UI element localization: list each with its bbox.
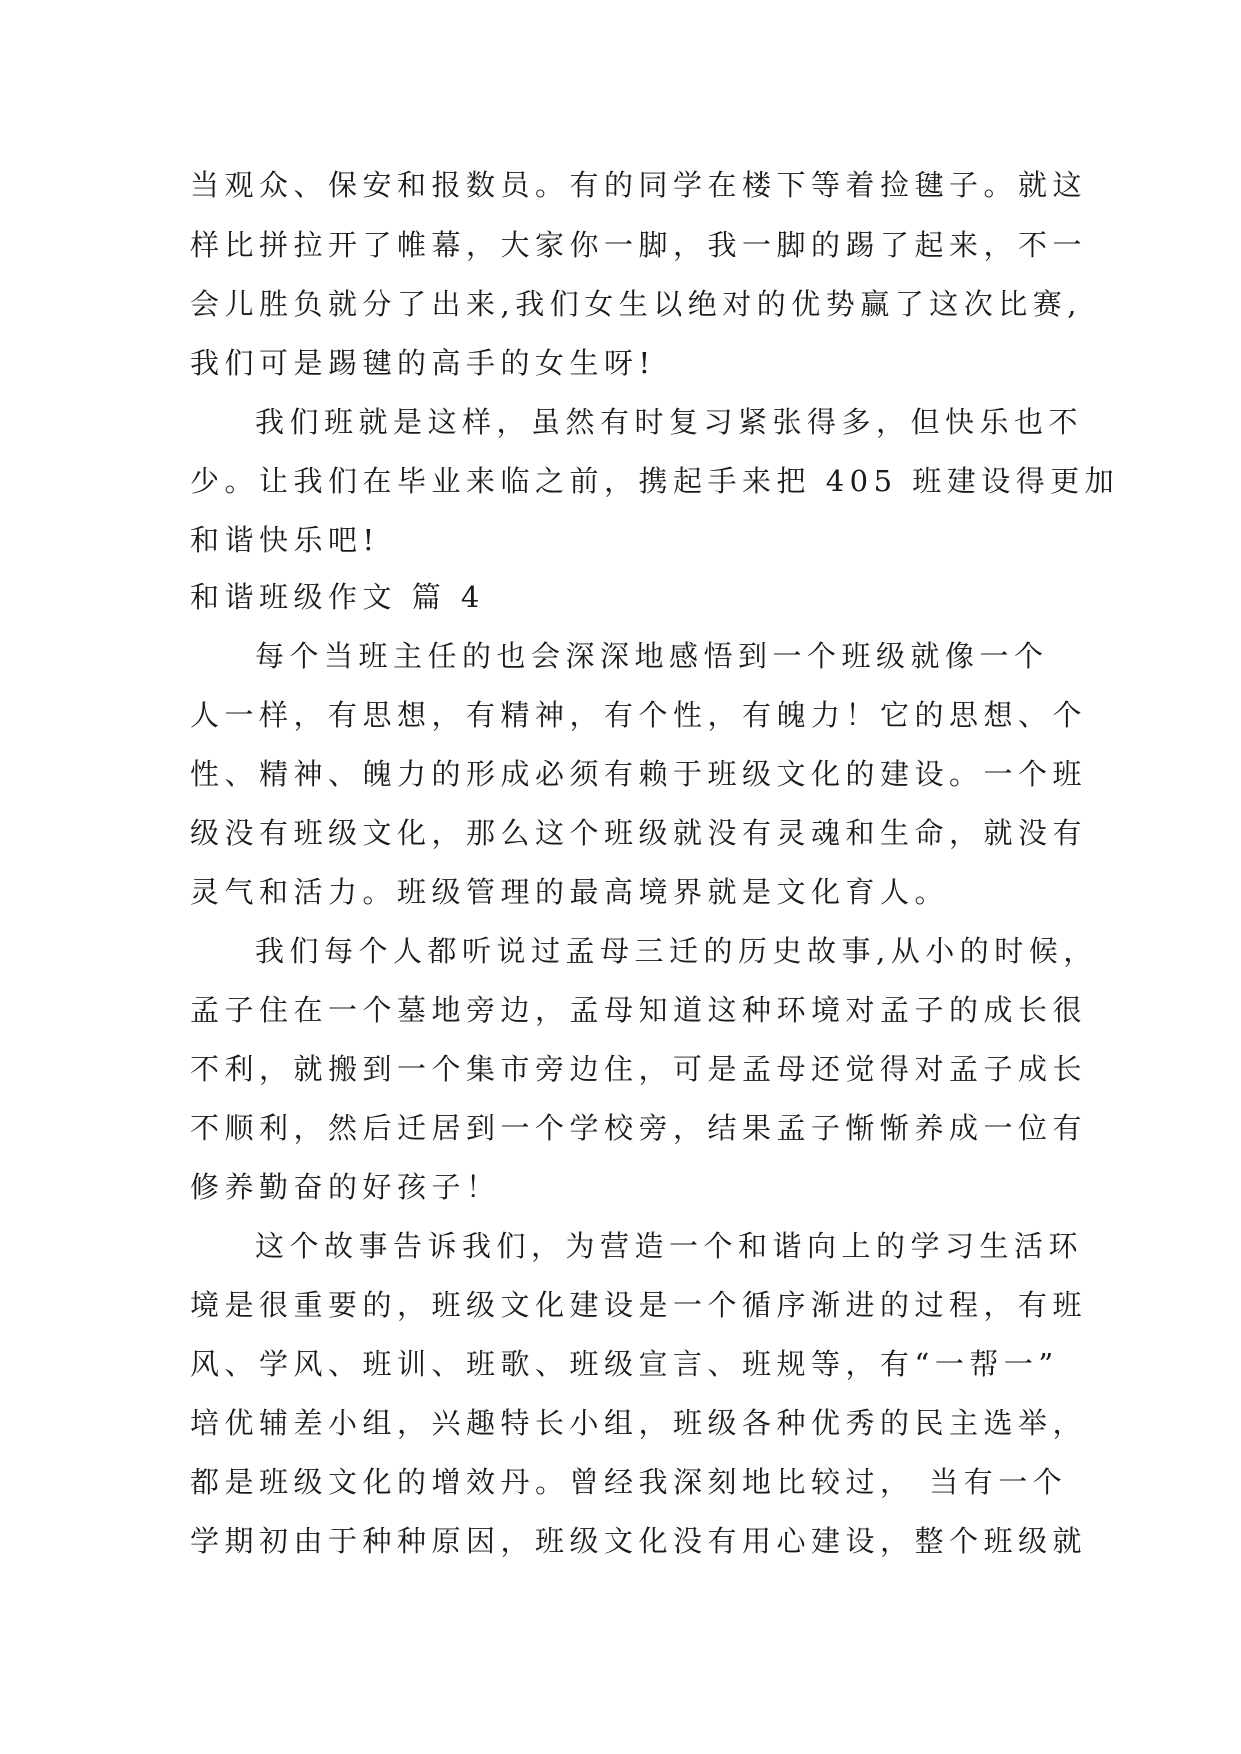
paragraph-first-line: 我们班就是这样，虽然有时复习紧张得多，但快乐也不 bbox=[255, 405, 1084, 439]
text-line: 级没有班级文化，那么这个班级就没有灵魂和生命，就没有 bbox=[190, 816, 1088, 850]
section-heading: 和谐班级作文 篇 4 bbox=[190, 580, 485, 614]
text-line: 风、学风、班训、班歌、班级宣言、班规等，有“一帮一” bbox=[190, 1347, 1059, 1381]
text-line: 培优辅差小组，兴趣特长小组，班级各种优秀的民主选举， bbox=[190, 1406, 1088, 1440]
text-line: 少。让我们在毕业来临之前，携起手来把 405 班建设得更加 bbox=[190, 464, 1120, 498]
text-line: 境是很重要的，班级文化建设是一个循序渐进的过程，有班 bbox=[190, 1288, 1088, 1322]
text-line: 会儿胜负就分了出来,我们女生以绝对的优势赢了这次比赛, bbox=[190, 287, 1082, 321]
text-line: 性、精神、魄力的形成必须有赖于班级文化的建设。一个班 bbox=[190, 757, 1088, 791]
text-line: 样比拼拉开了帷幕，大家你一脚，我一脚的踢了起来，不一 bbox=[190, 228, 1088, 262]
text-line: 灵气和活力。班级管理的最高境界就是文化育人。 bbox=[190, 875, 950, 909]
text-line: 当观众、保安和报数员。有的同学在楼下等着捡毽子。就这 bbox=[190, 168, 1088, 202]
text-line: 不顺利，然后迁居到一个学校旁，结果孟子惭惭养成一位有 bbox=[190, 1111, 1088, 1145]
text-line: 学期初由于种种原因，班级文化没有用心建设，整个班级就 bbox=[190, 1524, 1088, 1558]
text-line: 人一样，有思想，有精神，有个性，有魄力！它的思想、个 bbox=[190, 698, 1088, 732]
paragraph-first-line: 每个当班主任的也会深深地感悟到一个班级就像一个 bbox=[255, 639, 1049, 673]
paragraph-first-line: 这个故事告诉我们，为营造一个和谐向上的学习生活环 bbox=[255, 1229, 1084, 1263]
text-line: 都是班级文化的增效丹。曾经我深刻地比较过， 当有一个 bbox=[190, 1465, 1068, 1499]
text-line: 我们可是踢毽的高手的女生呀! bbox=[190, 346, 656, 380]
paragraph-first-line: 我们每个人都听说过孟母三迁的历史故事,从小的时候， bbox=[255, 934, 1098, 968]
text-line: 修养勤奋的好孩子！ bbox=[190, 1170, 501, 1204]
text-line: 和谐快乐吧! bbox=[190, 523, 380, 557]
text-line: 孟子住在一个墓地旁边，孟母知道这种环境对孟子的成长很 bbox=[190, 993, 1088, 1027]
text-line: 不利，就搬到一个集市旁边住，可是孟母还觉得对孟子成长 bbox=[190, 1052, 1088, 1086]
